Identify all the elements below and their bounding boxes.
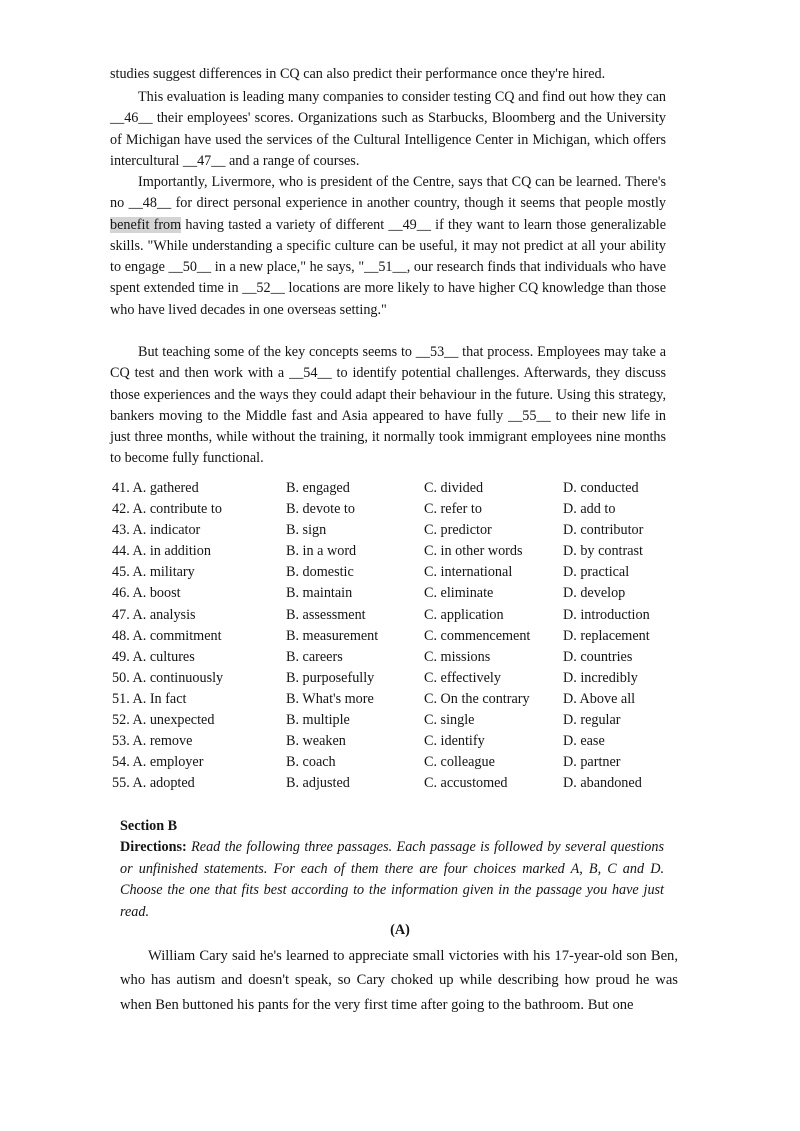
paragraph-1-text: studies suggest differences in CQ can also predict their performance once they're hired.: [110, 66, 606, 82]
option-c: C. eliminate: [424, 585, 494, 602]
option-d: D. abandoned: [563, 775, 642, 792]
option-b: B. coach: [286, 754, 336, 771]
option-c: C. colleague: [424, 754, 495, 771]
option-c: C. single: [424, 712, 475, 729]
option-a: 52. A. unexpected: [112, 712, 215, 729]
option-d: D. incredibly: [563, 669, 638, 686]
option-b: B. engaged: [286, 480, 350, 496]
option-b: B. purposefully: [286, 669, 375, 686]
option-b: B. measurement: [286, 627, 379, 644]
option-row: [112, 752, 682, 773]
option-row: [112, 773, 682, 794]
option-c: C. application: [424, 606, 504, 623]
paragraph-4: [110, 342, 666, 470]
option-row: [112, 541, 682, 562]
option-d: D. introduction: [563, 606, 650, 623]
options-table: [112, 478, 682, 794]
option-row: [112, 583, 682, 604]
option-a: 55. A. adopted: [112, 775, 195, 792]
option-b: B. maintain: [286, 585, 353, 602]
directions-label: Directions:: [120, 839, 187, 855]
option-d: D. regular: [563, 712, 621, 729]
option-a: 53. A. remove: [112, 733, 193, 750]
option-b: B. multiple: [286, 712, 350, 729]
option-d: D. countries: [563, 648, 633, 665]
paragraph-4-text: But teaching some of the key concepts seems to __53__ that process. Employees may take a CQ test and then work with a __54__ to identify potential challenges. Afterwards, they discuss those experiences and the ways they could adapt their behaviour in the future. Using this strategy, bankers moving to the Middle fast and Asia appeared to have fully __55__ to their new life in just three months, while without the training, it normally took immigrant employees nine months to become fully functional.: [110, 344, 666, 467]
option-row: [112, 668, 682, 689]
option-row: [112, 731, 682, 752]
paragraph-2-text: This evaluation is leading many companies to consider testing CQ and find out how they can __46__ their employees' scores. Organizations such as Starbucks, Bloomberg and the University of Michigan have used the services of the Cultural Intelligence Center in Michigan, which offers intercultural __47__ and a range of courses.: [110, 89, 666, 169]
option-d: D. develop: [563, 585, 626, 602]
option-b: B. in a word: [286, 543, 357, 560]
option-b: B. domestic: [286, 564, 354, 581]
option-row: [112, 478, 682, 499]
option-b: B. What's more: [286, 690, 374, 707]
option-c: C. effectively: [424, 669, 501, 686]
option-c: C. refer to: [424, 501, 482, 518]
option-a: 54. A. employer: [112, 754, 204, 771]
option-c: C. identify: [424, 733, 485, 750]
option-a: 42. A. contribute to: [112, 501, 222, 518]
option-row: [112, 605, 682, 626]
option-b: B. careers: [286, 648, 343, 665]
option-d: D. contributor: [563, 522, 644, 539]
paragraph-1: [110, 64, 666, 85]
option-row: [112, 689, 682, 710]
directions-text: Read the following three passages. Each passage is followed by several questions or unfinished statements. For each of them there are four choices marked A, B, C and D. Choose the one that fits best according to the information given in the passage you have just read.: [120, 839, 664, 920]
option-c: C. commencement: [424, 627, 531, 644]
passage-a-text: William Cary said he's learned to appreciate small victories with his 17-year-old son Ben, who has autism and doesn't speak, so Cary choked up while describing how proud he was when Ben buttoned his pants for the very first time after going to the bathroom. But one: [120, 948, 678, 1013]
option-b: B. devote to: [286, 501, 355, 518]
option-a: 46. A. boost: [112, 585, 181, 602]
paragraph-2: [110, 87, 666, 172]
option-d: D. conducted: [563, 480, 639, 496]
paragraph-3-text-b: having tasted a variety of different __49__ if they want to learn those generalizable skills. "While understanding a specific culture can be useful, it may not predict at all your ability to engage __50__ in a new place," he says, "__51__, our research finds that individuals who have spent extended time in __52__ locations are more likely to have higher CQ knowledge than those who have lived decades in one overseas setting.": [110, 216, 666, 318]
paragraph-3: [110, 172, 666, 321]
option-a: 41. A. gathered: [112, 480, 199, 496]
section-title: Section B: [120, 818, 178, 834]
option-row: [112, 562, 682, 583]
option-b: B. assessment: [286, 606, 366, 623]
option-b: B. weaken: [286, 733, 346, 750]
option-c: C. predictor: [424, 522, 492, 539]
option-d: D. ease: [563, 733, 605, 750]
option-row: [112, 626, 682, 647]
option-row: [112, 520, 682, 541]
option-row: [112, 499, 682, 520]
option-d: D. replacement: [563, 627, 650, 644]
option-a: 47. A. analysis: [112, 606, 196, 623]
option-d: D. by contrast: [563, 543, 643, 560]
option-c: C. in other words: [424, 543, 523, 560]
option-d: D. Above all: [563, 690, 636, 707]
option-b: B. adjusted: [286, 775, 350, 792]
option-a: 45. A. military: [112, 564, 195, 581]
option-c: C. divided: [424, 480, 484, 496]
option-d: D. partner: [563, 754, 621, 771]
option-a: 49. A. cultures: [112, 648, 195, 665]
option-a: 43. A. indicator: [112, 522, 201, 539]
directions: [120, 837, 664, 923]
option-d: D. add to: [563, 501, 616, 518]
option-a: 51. A. In fact: [112, 690, 187, 707]
paragraph-3-text-a: Importantly, Livermore, who is president of the Centre, says that CQ can be learned. There's no __48__ for direct personal experience in another country, though it seems that people mostly: [110, 174, 666, 212]
option-row: [112, 710, 682, 731]
option-c: C. On the contrary: [424, 690, 530, 707]
option-b: B. sign: [286, 522, 327, 539]
option-a: 50. A. continuously: [112, 669, 224, 686]
passage-heading: (A): [390, 922, 410, 938]
option-row: [112, 647, 682, 668]
option-c: C. missions: [424, 648, 491, 665]
option-c: C. accustomed: [424, 775, 508, 792]
option-c: C. international: [424, 564, 513, 581]
option-d: D. practical: [563, 564, 630, 581]
option-a: 44. A. in addition: [112, 543, 211, 560]
highlighted-text: benefit from: [110, 216, 182, 233]
option-a: 48. A. commitment: [112, 627, 222, 644]
